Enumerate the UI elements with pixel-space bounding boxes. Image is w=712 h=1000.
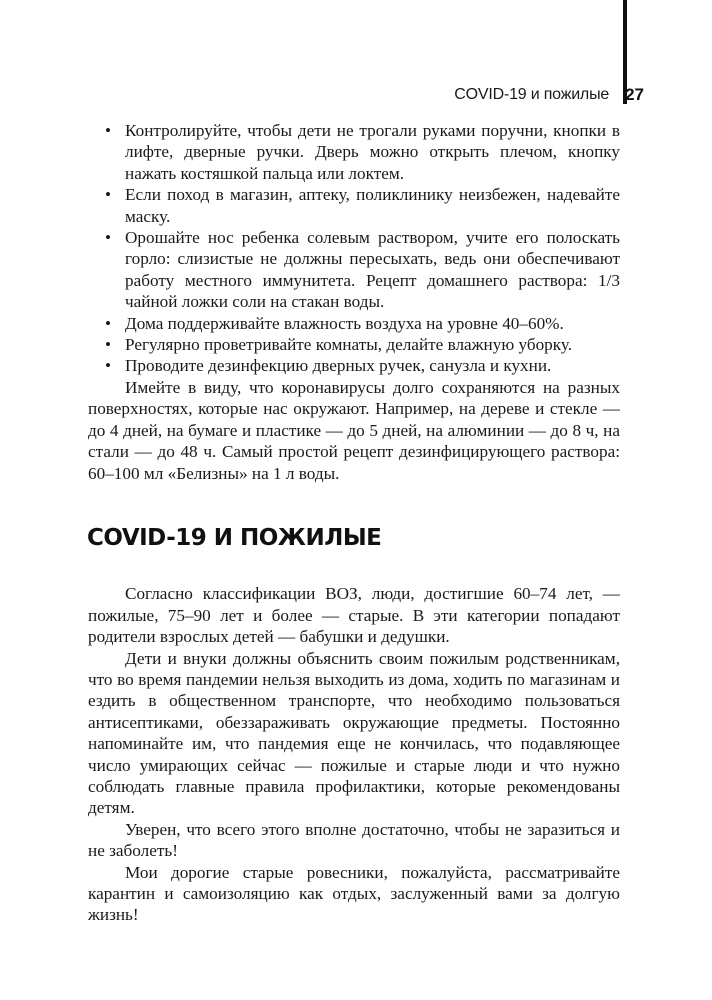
list-item-text: Орошайте нос ребенка солевым раствором, учите его полоскать горло: слизистые не должны пересыхать, ведь они обеспечивают работу местного иммунитета. Рецепт домашнего раствора: 1/3 чайной ложки соли на стакан воды.	[125, 228, 620, 312]
section-paragraph: Согласно классификации ВОЗ, люди, достигшие 60–74 лет, — пожилые, 75–90 лет и более — старые. В эти категории попадают родители взрослых детей — бабушки и дедушки.	[88, 584, 620, 647]
section-heading: COVID-19 И ПОЖИЛЫЕ	[87, 524, 382, 551]
page-body	[88, 120, 620, 926]
list-item	[88, 120, 620, 184]
bullet-icon: •	[105, 121, 112, 140]
bullet-icon: •	[105, 356, 112, 376]
list-item	[88, 334, 620, 355]
list-item-text: Если поход в магазин, аптеку, поликлинику неизбежен, надевайте маску.	[125, 185, 620, 226]
running-header	[454, 84, 644, 106]
bullet-list	[88, 120, 620, 377]
intro-paragraph: Имейте в виду, что коронавирусы долго сохраняются на разных поверхностях, которые нас окружают. Например, на дереве и стекле — до 4 дней, на бумаге и пластике — до 5 дней, на алюминии — до 8 ч, на стали — до 48 ч. Самый простой рецепт дезинфицирующего раствора: 60–100 мл «Белизны» на 1 л воды.	[88, 377, 620, 483]
list-item	[88, 313, 620, 334]
list-item-text: Регулярно проветривайте комнаты, делайте влажную уборку.	[125, 335, 573, 355]
bullet-icon: •	[105, 228, 112, 248]
list-item-text: Контролируйте, чтобы дети не трогали руками поручни, кнопки в лифте, дверные ручки. Дверь можно открыть плечом, кнопку нажать костяшкой пальца или локтем.	[125, 121, 620, 183]
section-paragraph: Дети и внуки должны объяснить своим пожилым родственникам, что во время пандемии нельзя выходить из дома, ходить по магазинам и ездить в общественном транспорте, что необходимо пользоваться антисептиками, обеззараживать окружающие предметы. Постоянно напоминайте им, что пандемия еще не кончилась, что подавляющее число умирающих сейчас — пожилые и старые люди и что нужно соблюдать главные правила профилактики, которые рекомендованы детям.	[88, 648, 620, 818]
section-paragraph: Мои дорогие старые ровесники, пожалуйста, рассматривайте карантин и самоизоляцию как отдых, заслуженный вами за долгую жизнь!	[88, 862, 620, 925]
list-item	[88, 355, 620, 376]
bullet-icon: •	[105, 335, 112, 355]
list-item-text: Проводите дезинфекцию дверных ручек, санузла и кухни.	[125, 356, 552, 376]
bullet-icon: •	[105, 185, 112, 205]
bullet-icon: •	[105, 313, 112, 333]
list-item-text: Дома поддерживайте влажность воздуха на уровне 40–60%.	[125, 313, 564, 333]
list-item	[88, 227, 620, 313]
running-title: COVID-19 и пожилые	[454, 86, 610, 103]
list-item	[88, 184, 620, 227]
page-number: 27	[625, 85, 644, 104]
section-paragraph: Уверен, что всего этого вполне достаточно, чтобы не заразиться и не заболеть!	[88, 819, 620, 861]
